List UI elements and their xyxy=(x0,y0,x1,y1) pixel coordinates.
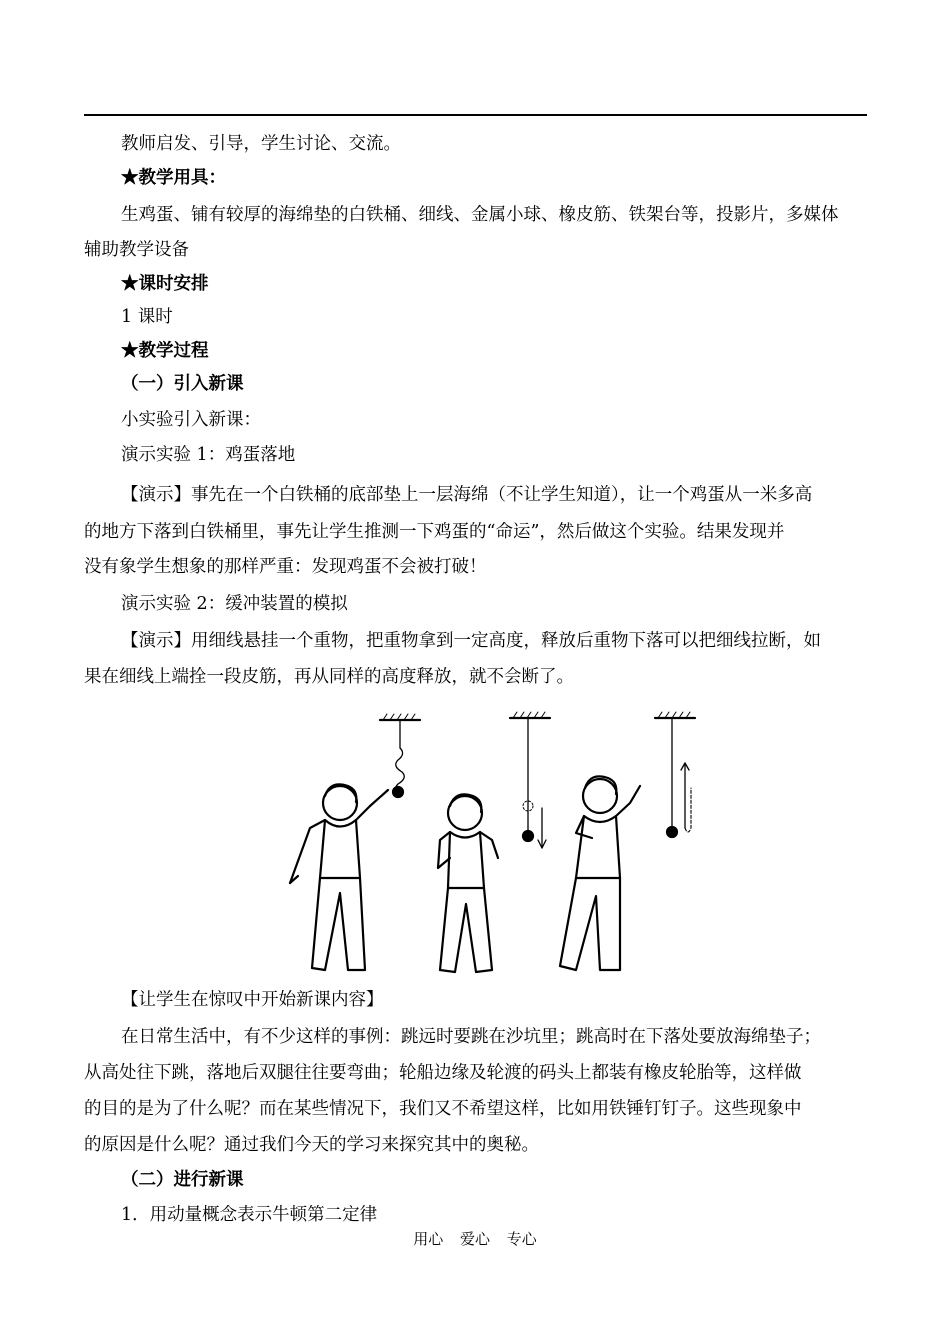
demo-1-line-2: 的地方下落到白铁桶里，事先让学生推测一下鸡蛋的“命运”，然后做这个实验。结果发现并 xyxy=(84,522,785,542)
tools-line-2: 辅助教学设备 xyxy=(84,240,189,260)
footer-word-3: 专心 xyxy=(506,1230,537,1248)
daily-life-line-2: 从高处往下跳，落地后双腿往往要弯曲；轮船边缘及轮渡的码头上都装有橡皮轮胎等，这样做 xyxy=(84,1063,802,1083)
daily-life-line-3: 的目的是为了什么呢？而在某些情况下，我们又不希望这样，比如用铁锤钉钉子。这些现象中 xyxy=(84,1099,802,1119)
experiment-1-title: 演示实验 1：鸡蛋落地 xyxy=(121,445,296,465)
demo-2-line-2: 果在细线上端拴一段皮筋，再从同样的高度释放，就不会断了。 xyxy=(84,667,574,687)
tools-line-1: 生鸡蛋、铺有较厚的海绵垫的白铁桶、细线、金属小球、橡皮筋、铁架台等，投影片，多媒体 xyxy=(121,205,839,225)
demo-1-line-1: 【演示】事先在一个白铁桶的底部垫上一层海绵（不让学生知道），让一个鸡蛋从一米多高 xyxy=(121,485,813,505)
section-one-title: （一）引入新课 xyxy=(121,374,244,394)
page-footer xyxy=(0,1228,950,1250)
experiment-2-title: 演示实验 2：缓冲装置的模拟 xyxy=(121,594,348,614)
teaching-method: 教师启发、引导，学生讨论、交流。 xyxy=(121,134,401,154)
heading-teaching-process: ★教学过程 xyxy=(121,341,209,361)
footer-word-1: 用心 xyxy=(413,1230,444,1248)
subsection-1-title: 1．用动量概念表示牛顿第二定律 xyxy=(121,1205,378,1225)
header-rule xyxy=(84,114,867,116)
heading-lesson-schedule: ★课时安排 xyxy=(121,274,209,294)
daily-life-line-1: 在日常生活中，有不少这样的事例：跳远时要跳在沙坑里；跳高时在下落处要放海绵垫子； xyxy=(121,1027,821,1047)
section-two-title: （二）进行新课 xyxy=(121,1170,244,1190)
demo-1-line-3: 没有象学生想象的那样严重：发现鸡蛋不会被打破！ xyxy=(84,557,487,577)
intro-text: 小实验引入新课： xyxy=(121,410,261,430)
heading-teaching-tools: ★教学用具： xyxy=(121,168,226,188)
daily-life-line-4: 的原因是什么呢？通过我们今天的学习来探究其中的奥秘。 xyxy=(84,1135,539,1155)
lesson-count: 1 课时 xyxy=(121,307,173,327)
transition-note: 【让学生在惊叹中开始新课内容】 xyxy=(121,990,384,1010)
footer-word-2: 爱心 xyxy=(459,1230,490,1248)
experiment-illustration xyxy=(270,708,710,983)
demo-2-line-1: 【演示】用细线悬挂一个重物，把重物拿到一定高度，释放后重物下落可以把细线拉断，如 xyxy=(121,631,821,651)
